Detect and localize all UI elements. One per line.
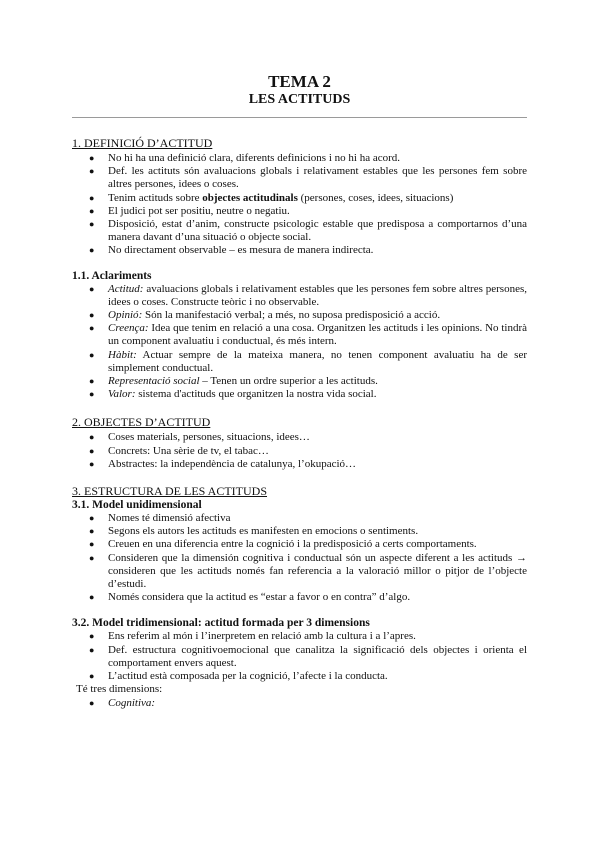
section-heading-definicio: 1. DEFINICIÓ D’ACTITUD <box>72 136 213 150</box>
bullet-icon: ● <box>89 166 95 177</box>
dimensions-list <box>72 697 527 710</box>
bullet-icon: ● <box>89 349 95 360</box>
bullet-icon: ● <box>89 283 95 294</box>
list-item: ● Segons els autors les actituds es manifesten en emocions o sentiments. <box>89 525 419 538</box>
list-item: ● Abstractes: la independència de catalunya, l’okupació… <box>89 457 357 470</box>
bullet-icon: ● <box>89 671 95 682</box>
list-item: ● Coses materials, persones, situacions, idees… <box>89 431 310 444</box>
unidimensional-list <box>72 512 527 604</box>
bullet-icon: ● <box>89 432 95 443</box>
list-item: ● Valor: sistema d'actituds que organitzen la nostra vida social. <box>89 388 377 401</box>
bullet-icon: ● <box>89 376 95 387</box>
bullet-icon: ● <box>89 513 95 524</box>
list-item: ● Opinió: Són la manifestació verbal; a més, no suposa predisposició a acció. <box>89 309 441 322</box>
bullet-icon: ● <box>89 539 95 550</box>
page-subtitle: LES ACTITUDS <box>248 92 351 107</box>
aclariments-list <box>72 283 527 402</box>
list-item: ● Només considera que la actitud es “estar a favor o en contra” d’algo. <box>89 591 411 604</box>
list-item: ● Consideren que la dimensión cognitiva i conductual són un aspecte diferent a les actituds → consideren que les actituds només fan referencia a la valoració millor o pitjor de l’objecte d’estudi. <box>89 551 527 591</box>
list-item: ● Tenim actituds sobre objectes actitudinals (persones, coses, idees, situacions) <box>89 191 454 204</box>
bullet-icon: ● <box>89 552 95 563</box>
list-item: ● Disposició, estat d’anim, constructe psicologic estable que predisposa a comportarnos d’una manera davant d’una situació o objecte social. <box>89 218 527 244</box>
bullet-icon: ● <box>89 644 95 655</box>
list-item: ● Ens referim al món i l’inerpretem en relació amb la cultura i a l’apres. <box>89 630 416 643</box>
section-heading-estructura: 3. ESTRUCTURA DE LES ACTITUDS <box>72 484 268 499</box>
dimensions-note: Té tres dimensions: <box>76 683 163 696</box>
list-item: ● Hàbit: Actuar sempre de la mateixa manera, no tenen component avaluatiu ha de ser simplement conductual. <box>89 348 527 374</box>
list-item: ● Cognitiva: <box>89 696 156 709</box>
list-item: ● L’actitud està composada per la cognició, l’afecte i la conducta. <box>89 670 388 683</box>
list-item: ● No directament observable – es mesura de manera indirecta. <box>89 244 374 257</box>
list-item: ● Creuen en una diferencia entre la cognició i la predisposició a certs comportaments. <box>89 538 477 551</box>
bullet-icon: ● <box>89 153 95 163</box>
bullet-icon: ● <box>89 245 95 256</box>
list-item: ● Creença: Idea que tenim en relació a una cosa. Organitzen les actituds i les opinions. No tindrà un component avaluatiu i conductual, és més intern. <box>89 322 527 348</box>
bullet-icon: ● <box>89 205 95 216</box>
document-page <box>72 72 527 710</box>
bullet-icon: ● <box>89 323 95 334</box>
list-item: ● Def. estructura cognitivoemocional que canalitza la significació dels objectes i orienta el comportament envers aquest. <box>89 643 527 669</box>
objectes-list <box>72 431 527 471</box>
bullet-icon: ● <box>89 219 95 230</box>
bullet-icon: ● <box>89 458 95 469</box>
bullet-icon: ● <box>89 389 95 400</box>
bullet-icon: ● <box>89 310 95 321</box>
bullet-icon: ● <box>89 631 95 642</box>
list-item: ● Nomes té dimensió afectiva <box>89 512 231 525</box>
page-title: TEMA 2 <box>268 72 331 91</box>
subsection-heading-tridimensional: 3.2. Model tridimensional: actitud formada per 3 dimensions <box>72 617 370 630</box>
bullet-icon: ● <box>89 526 95 537</box>
list-item: ● No hi ha una definició clara, diferents definicions i no hi ha acord. <box>89 152 401 164</box>
divider <box>72 117 527 118</box>
bullet-icon: ● <box>89 445 95 456</box>
list-item: ● Concrets: Una sèrie de tv, el tabac… <box>89 444 269 457</box>
list-item: ● Actitud: avaluacions globals i relativament estables que les persones fem sobre altres persones, idees o coses. Constructe teòric i no observable. <box>89 282 527 308</box>
bullet-icon: ● <box>89 592 95 603</box>
list-item: ● Def. les actituts són avaluacions globals i relativament estables que les persones fem sobre altres persones, idees o coses. <box>89 165 527 191</box>
subsection-heading-aclariments: 1.1. Aclariments <box>72 269 152 282</box>
subsection-heading-unidimensional: 3.1. Model unidimensional <box>72 499 202 512</box>
bullet-icon: ● <box>89 192 95 203</box>
list-item: ● Representació social – Tenen un ordre superior a les actituds. <box>89 375 378 388</box>
list-item: ● El judici pot ser positiu, neutre o negatiu. <box>89 204 290 217</box>
definicio-list <box>72 152 527 258</box>
bullet-icon: ● <box>89 697 95 708</box>
tridimensional-list <box>72 630 527 683</box>
section-heading-objectes: 2. OBJECTES D’ACTITUD <box>72 415 211 430</box>
